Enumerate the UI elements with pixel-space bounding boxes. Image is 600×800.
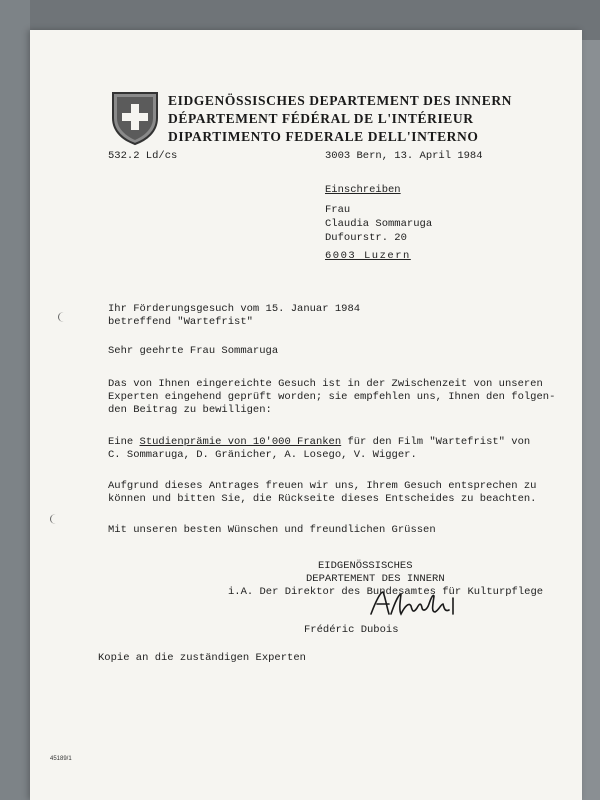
paragraph-3-line-1: Aufgrund dieses Antrages freuen wir uns, Ihrem Gesuch entsprechen zu — [108, 480, 537, 492]
signature-org-1: EIDGENÖSSISCHES — [318, 560, 413, 572]
copy-note: Kopie an die zuständigen Experten — [98, 652, 306, 664]
form-number: 45189/1 — [50, 756, 72, 762]
recipient-name: Claudia Sommaruga — [325, 218, 433, 230]
header-line-fr: DÉPARTEMENT FÉDÉRAL DE L'INTÉRIEUR — [168, 111, 474, 126]
header-line-de: EIDGENÖSSISCHES DEPARTEMENT DES INNERN — [168, 93, 513, 108]
signature-role: i.A. Der Direktor des Bundesamtes für Kulturpflege — [228, 586, 544, 598]
subject-line-2: betreffend "Wartefrist" — [108, 316, 253, 328]
header-line-it: DIPARTIMENTO FEDERALE DELL'INTERNO — [168, 129, 479, 144]
recipient-salutation: Frau — [325, 204, 351, 216]
grant-amount: Studienprämie von 10'000 Franken — [139, 436, 342, 448]
grant-intro: Eine — [108, 436, 140, 448]
delivery-method: Einschreiben — [325, 184, 401, 196]
background-left — [0, 0, 30, 800]
department-header — [168, 92, 512, 146]
paragraph-1-line-2: Experten eingehend geprüft worden; sie empfehlen uns, Ihnen den folgen- — [108, 391, 556, 403]
punch-hole-mark-bottom — [50, 514, 61, 524]
signatory-name: Frédéric Dubois — [304, 624, 399, 636]
paragraph-2-line-2: C. Sommaruga, D. Gränicher, A. Losego, V. Wigger. — [108, 449, 417, 461]
signature-org-2: DEPARTEMENT DES INNERN — [306, 573, 445, 585]
reference-number: 532.2 Ld/cs — [108, 150, 178, 162]
greeting: Sehr geehrte Frau Sommaruga — [108, 345, 279, 357]
paragraph-1-line-3: den Beitrag zu bewilligen: — [108, 404, 272, 416]
handwritten-signature — [365, 588, 465, 620]
swiss-crest-icon — [110, 90, 160, 146]
paragraph-2-line-1 — [108, 436, 530, 449]
subject-line-1: Ihr Förderungsgesuch vom 15. Januar 1984 — [108, 303, 361, 315]
recipient-street: Dufourstr. 20 — [325, 232, 407, 244]
punch-hole-mark-top — [58, 312, 69, 322]
recipient-city: 6003 Luzern — [325, 250, 411, 262]
paragraph-1-line-1: Das von Ihnen eingereichte Gesuch ist in der Zwischenzeit von unseren — [108, 378, 543, 390]
closing-line: Mit unseren besten Wünschen und freundlichen Grüssen — [108, 524, 436, 536]
place-date: 3003 Bern, 13. April 1984 — [325, 150, 483, 162]
grant-film: für den Film "Wartefrist" von — [341, 436, 531, 448]
paragraph-3-line-2: können und bitten Sie, die Rückseite dieses Entscheides zu beachten. — [108, 493, 537, 505]
